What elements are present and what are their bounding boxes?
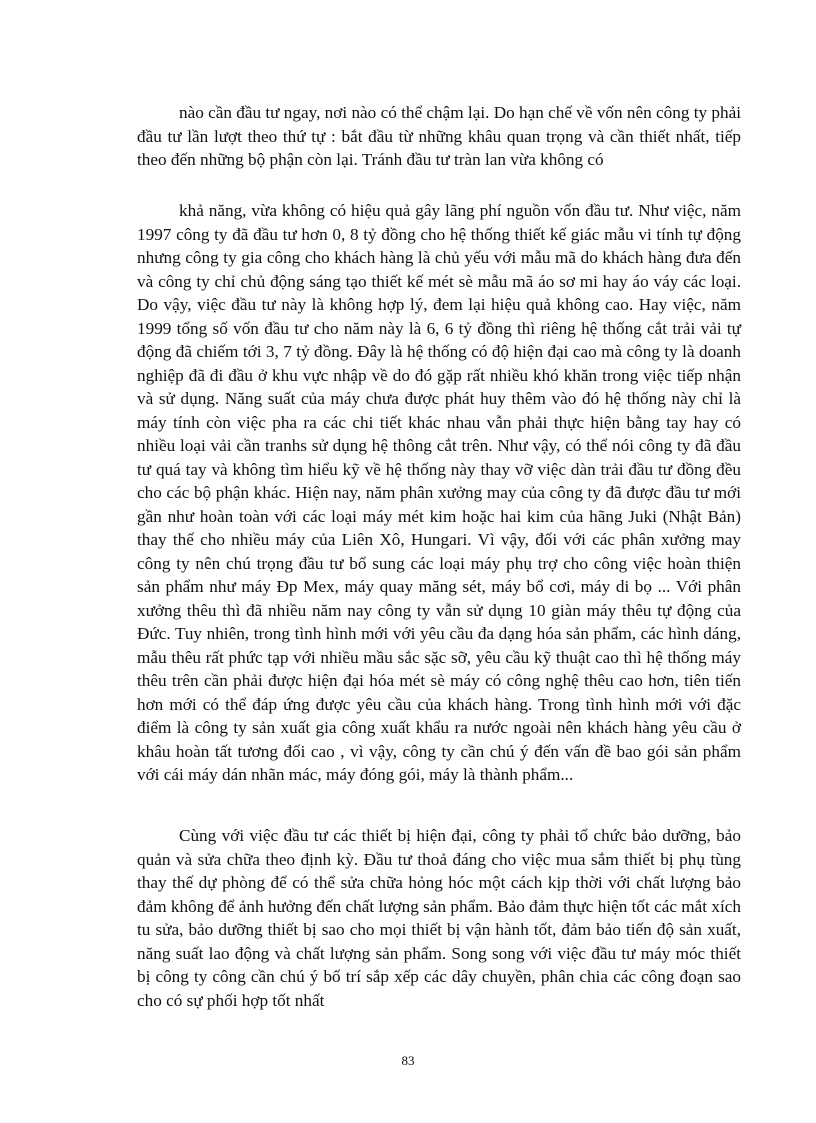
page-number: 83	[401, 1053, 415, 1068]
body-paragraph-3: Cùng với việc đầu tư các thiết bị hiện đại, công ty phải tổ chức bảo dưỡng, bảo quản và sửa chữa theo định kỳ. Đầu tư thoả đáng cho việc mua sắm thiết bị phụ tùng thay thế dự phòng để có thể sửa chữa hỏng hóc một cách kịp thời với chất lượng bảo đảm không để ảnh hưởng đến chất lượng sản phẩm. Bảo đảm thực hiện tốt các mắt xích tu sửa, bảo dưỡng thiết bị sao cho mọi thiết bị vận hành tốt, đảm bảo tiến độ sản xuất, năng suất lao động và chất lượng sản phẩm. Song song với việc đầu tư máy móc thiết bị công ty công cần chú ý bố trí sắp xếp các dây chuyền, phân chia các công đoạn sao cho có sự phối hợp tốt nhất	[137, 826, 741, 1010]
body-paragraph-1: nào cần đầu tư ngay, nơi nào có thể chậm lại. Do hạn chế về vốn nên công ty phải đầu tư lần lượt theo thứ tự : bắt đầu từ những khâu quan trọng và cần thiết nhất, tiếp theo đến những bộ phận còn lại. Tránh đầu tư tràn lan vừa không có	[137, 103, 741, 169]
body-paragraph-2: khả năng, vừa không có hiệu quả gây lãng phí nguồn vốn đầu tư. Như việc, năm 1997 công ty đã đầu tư hơn 0, 8 tỷ đồng cho hệ thống thiết kế giác mẫu vi tính tự động nhưng công ty gia công cho khách hàng là chủ yếu với mẫu mã do khách hàng đưa đến và công ty chỉ chủ động sáng tạo thiết kế mét sè mẫu mã áo sơ mi hay áo váy các loại. Do vậy, việc đầu tư này là không hợp lý, đem lại hiệu quả không cao. Hay việc, năm 1999 tổng số vốn đầu tư cho năm này là 6, 6 tỷ đồng thì riêng hệ thống cắt trải vải tự động đã chiếm tới 3, 7 tỷ đồng. Đây là hệ thống có độ hiện đại cao mà công ty là doanh nghiệp đã đi đầu ở khu vực nhập về do đó gặp rất nhiều khó khăn trong việc tiếp nhận và sử dụng. Năng suất của máy chưa được phát huy thêm vào đó hệ thống này chỉ là máy tính còn việc pha ra các chi tiết khác nhau vẫn phải thực hiện bằng tay hay có nhiều loại vải cần tranhs sử dụng hệ thông cắt trên. Như vậy, có thể nói công ty đã đầu tư quá tay và không tìm hiểu kỹ về hệ thống này thay vỡ việc dàn trải đầu tư đồng đều cho các bộ phận khác. Hiện nay, năm phân xưởng may của công ty đã được đầu tư mới gần như hoàn toàn với các loại máy mét kim hoặc hai kim của hãng Juki (Nhật Bản) thay thế cho nhiều máy của Liên Xô, Hungari. Vì vậy, đối với các phân xưởng may công ty nên chú trọng đầu tư bổ sung các loại máy phụ trợ cho công việc hoàn thiện sản phẩm như máy Đp Mex, máy quay măng sét, máy bổ cơi, máy di bọ ... Với phân xưởng thêu thì đã nhiều năm nay công ty vẫn sử dụng 10 giàn máy thêu tự động của Đức. Tuy nhiên, trong tình hình mới với yêu cầu đa dạng hóa sản phẩm, các hình dáng, mẫu thêu rất phức tạp với nhiều mầu sắc sặc sỡ, yêu cầu kỹ thuật cao thì hệ thống máy thêu trên cần phải được hiện đại hóa mét sè máy có công nghệ thêu cao hơn, tiên tiến hơn mới có thể đáp ứng được yêu cầu của khách hàng. Trong tình hình mới với đặc điểm là công ty sản xuất gia công xuất khẩu ra nước ngoài nên khách hàng yêu cầu ở khâu hoàn tất tương đối cao , vì vậy, công ty cần chú ý đến vấn đề bao gói sản phẩm với cái máy dán nhãn mác, máy đóng gói, máy là thành phẩm...	[137, 201, 741, 784]
